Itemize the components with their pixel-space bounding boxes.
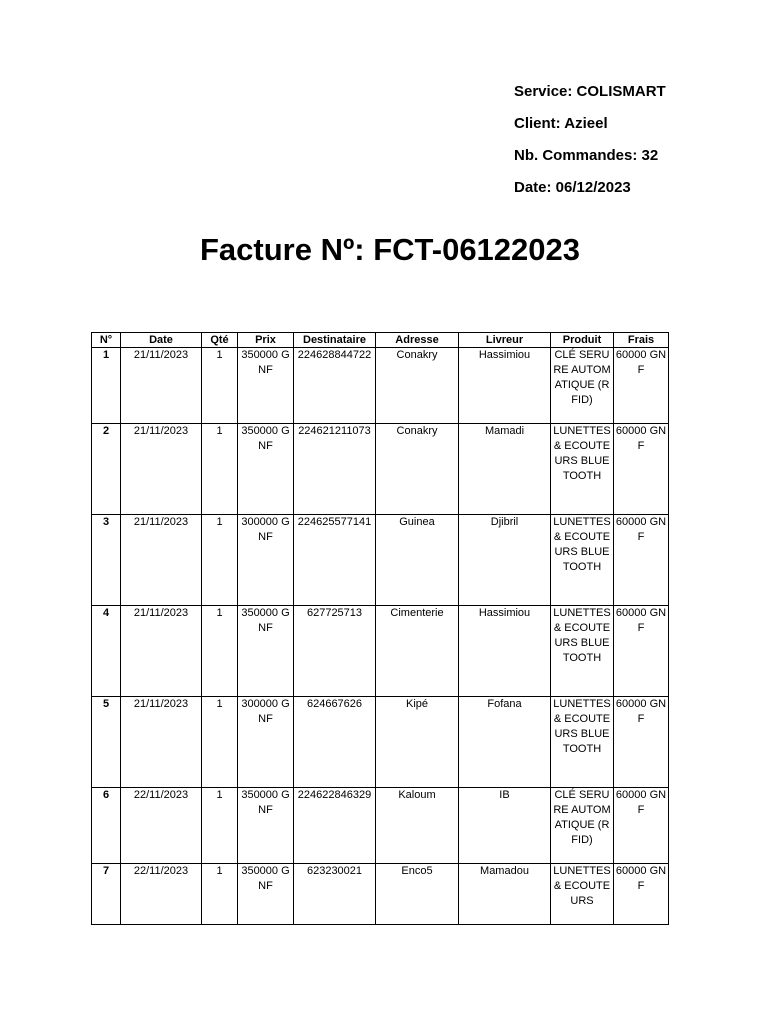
cell-address: Conakry [376,348,459,424]
orders-count-line: Nb. Commandes: 32 [514,147,659,164]
column-header-courier: Livreur [459,333,551,348]
column-header-qty: Qté [202,333,238,348]
cell-no: 4 [92,606,121,697]
cell-no: 5 [92,697,121,788]
cell-product: LUNETTES & ECOUTEURS [551,864,614,925]
cell-date: 22/11/2023 [121,788,202,864]
cell-product: CLÉ SERURE AUTOMATIQUE (RFID) [551,348,614,424]
cell-fee: 60000 GNF [614,864,669,925]
cell-recipient: 624667626 [294,697,376,788]
cell-price: 350000 GNF [238,348,294,424]
cell-recipient: 224621211073 [294,424,376,515]
cell-product: LUNETTES & ECOUTEURS BLUETOOTH [551,606,614,697]
cell-courier: Hassimiou [459,348,551,424]
cell-product: CLÉ SERURE AUTOMATIQUE (RFID) [551,788,614,864]
cell-qty: 1 [202,515,238,606]
cell-fee: 60000 GNF [614,515,669,606]
table-row [92,515,669,606]
cell-date: 22/11/2023 [121,864,202,925]
table-header-row [92,333,669,348]
table-row [92,424,669,515]
cell-product: LUNETTES & ECOUTEURS BLUETOOTH [551,424,614,515]
invoice-title: Facture Nº: FCT-06122023 [199,232,581,267]
cell-qty: 1 [202,864,238,925]
cell-recipient: 224628844722 [294,348,376,424]
column-header-recipient: Destinataire [294,333,376,348]
cell-address: Cimenterie [376,606,459,697]
cell-address: Conakry [376,424,459,515]
cell-courier: Djibril [459,515,551,606]
cell-date: 21/11/2023 [121,348,202,424]
cell-courier: Mamadi [459,424,551,515]
cell-no: 6 [92,788,121,864]
service-line: Service: COLISMART [514,83,666,100]
cell-no: 1 [92,348,121,424]
cell-fee: 60000 GNF [614,697,669,788]
cell-no: 3 [92,515,121,606]
cell-qty: 1 [202,424,238,515]
cell-price: 300000 GNF [238,697,294,788]
cell-courier: Fofana [459,697,551,788]
column-header-no: N° [92,333,121,348]
column-header-price: Prix [238,333,294,348]
cell-recipient: 224625577141 [294,515,376,606]
table-row [92,788,669,864]
column-header-date: Date [121,333,202,348]
table-row [92,348,669,424]
table-row [92,697,669,788]
orders-table [91,332,669,925]
cell-no: 7 [92,864,121,925]
cell-price: 350000 GNF [238,788,294,864]
invoice-meta [514,76,754,204]
column-header-product: Produit [551,333,614,348]
column-header-address: Adresse [376,333,459,348]
cell-recipient: 627725713 [294,606,376,697]
cell-no: 2 [92,424,121,515]
column-header-fee: Frais [614,333,669,348]
cell-date: 21/11/2023 [121,424,202,515]
cell-address: Guinea [376,515,459,606]
client-line: Client: Azieel [514,115,608,132]
cell-price: 350000 GNF [238,424,294,515]
cell-recipient: 623230021 [294,864,376,925]
cell-qty: 1 [202,606,238,697]
cell-qty: 1 [202,697,238,788]
cell-price: 350000 GNF [238,864,294,925]
cell-price: 300000 GNF [238,515,294,606]
cell-fee: 60000 GNF [614,348,669,424]
cell-courier: Mamadou [459,864,551,925]
cell-product: LUNETTES & ECOUTEURS BLUETOOTH [551,697,614,788]
cell-fee: 60000 GNF [614,606,669,697]
cell-courier: Hassimiou [459,606,551,697]
cell-price: 350000 GNF [238,606,294,697]
cell-date: 21/11/2023 [121,606,202,697]
cell-date: 21/11/2023 [121,697,202,788]
cell-qty: 1 [202,348,238,424]
cell-courier: IB [459,788,551,864]
cell-recipient: 224622846329 [294,788,376,864]
invoice-date-line: Date: 06/12/2023 [514,179,631,196]
cell-fee: 60000 GNF [614,788,669,864]
cell-fee: 60000 GNF [614,424,669,515]
cell-address: Kipé [376,697,459,788]
table-row [92,606,669,697]
table-row [92,864,669,925]
cell-qty: 1 [202,788,238,864]
cell-address: Enco5 [376,864,459,925]
cell-date: 21/11/2023 [121,515,202,606]
cell-product: LUNETTES & ECOUTEURS BLUETOOTH [551,515,614,606]
cell-address: Kaloum [376,788,459,864]
